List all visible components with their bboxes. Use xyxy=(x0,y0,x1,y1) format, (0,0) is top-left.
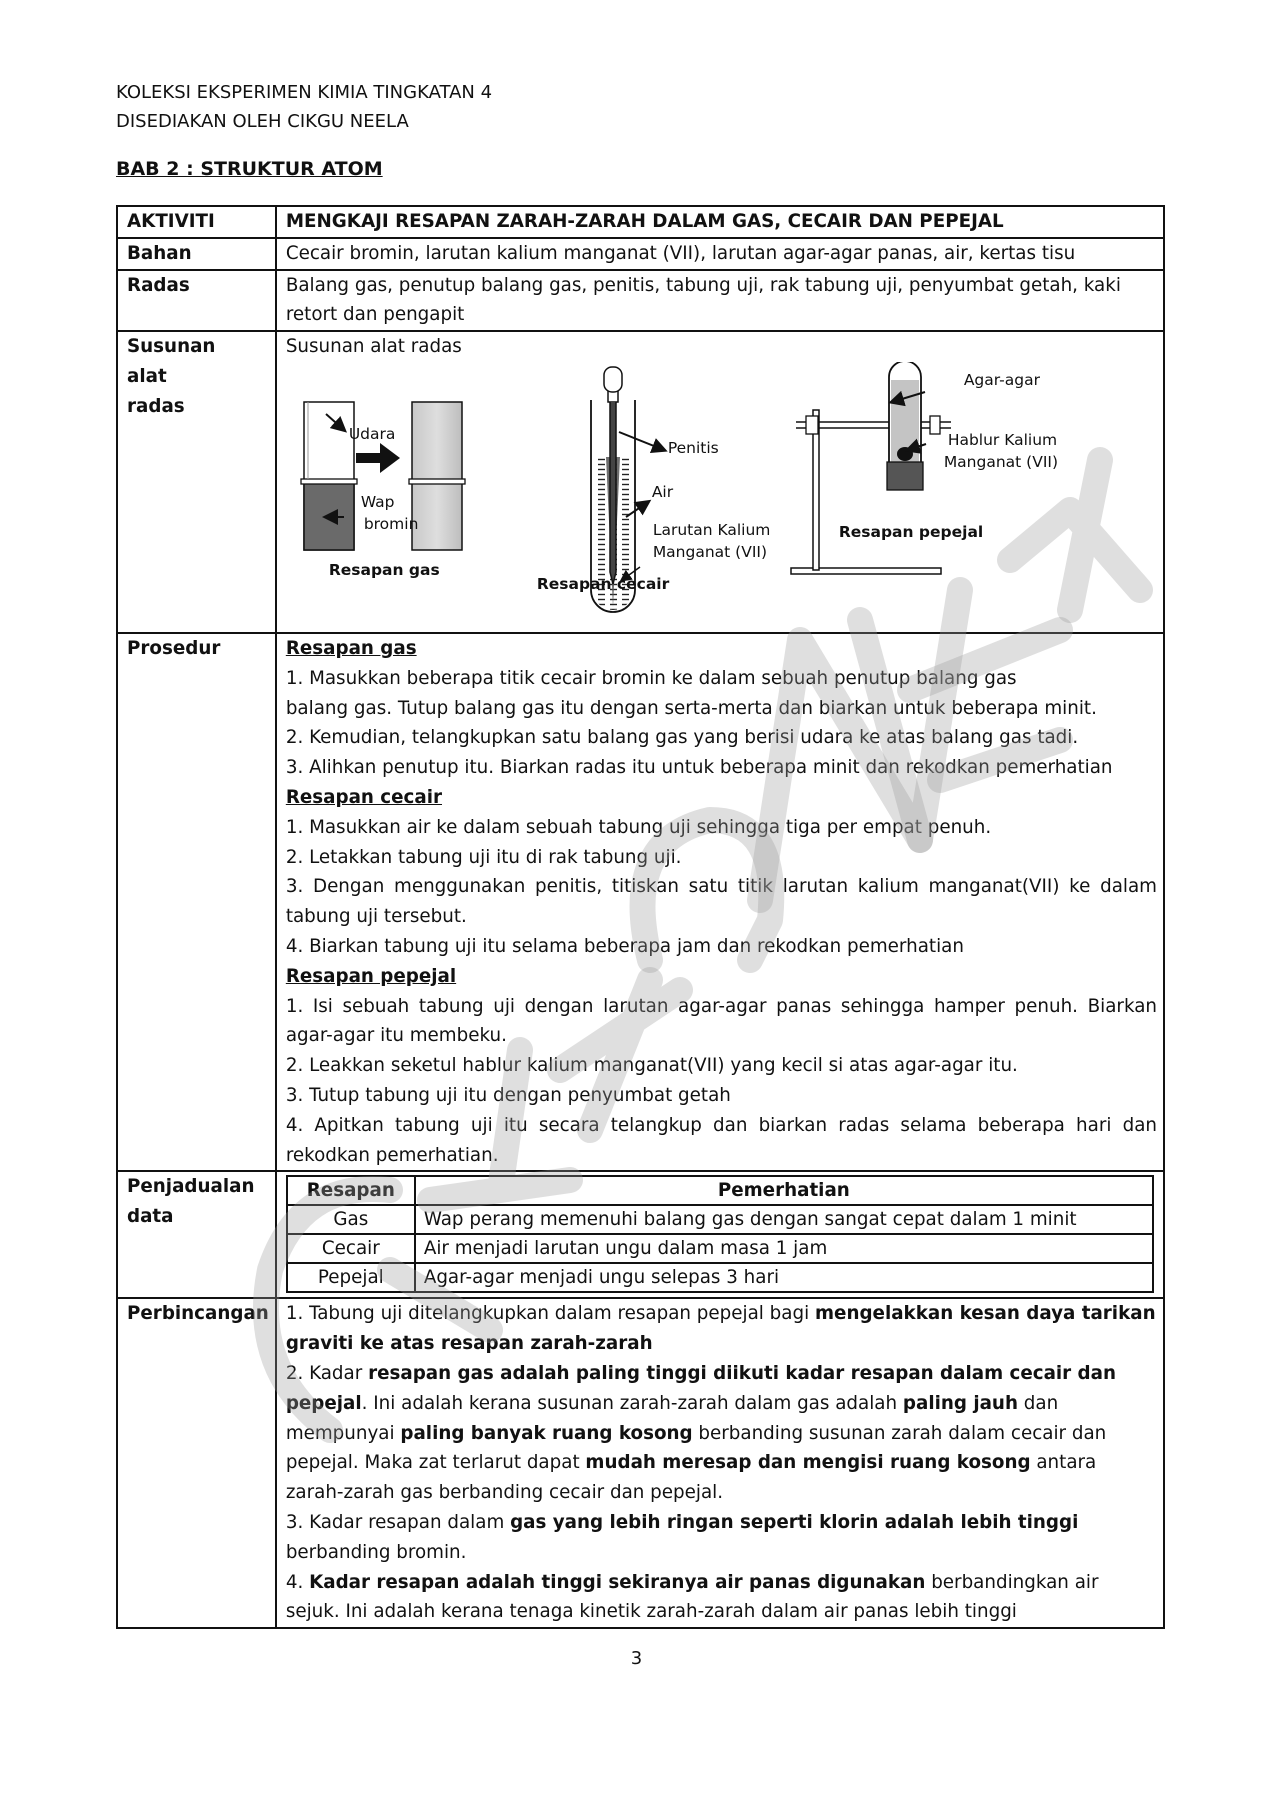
row-perbincangan xyxy=(117,1298,1164,1628)
discussion-emphasis: gas yang lebih ringan seperti klorin adalah lebih tinggi xyxy=(510,1511,1079,1533)
row-bahan xyxy=(117,238,1164,270)
procedure-pepejal-step: 2. Leakkan seketul hablur kalium manganat(VII) yang kecil si atas agar-agar itu. xyxy=(285,1055,1018,1077)
discussion-text: 1. Tabung uji ditelangkupkan dalam resapan pepejal bagi xyxy=(285,1303,815,1325)
value-aktiviti: MENGKAJI RESAPAN ZARAH-ZARAH DALAM GAS, CECAIR DAN PEPEJAL xyxy=(276,206,1164,238)
label-bromin: bromin xyxy=(363,514,419,533)
procedure-cecair-step: 2. Letakkan tabung uji itu di rak tabung uji. xyxy=(285,846,682,868)
label-penjadualan-2: data xyxy=(127,1206,174,1228)
cell-pemerhatian: Agar-agar menjadi ungu selepas 3 hari xyxy=(415,1263,1153,1292)
observation-header-row xyxy=(287,1176,1153,1205)
discussion-text: antara zarah-zarah gas berbanding cecair dan pepejal. xyxy=(285,1452,1097,1504)
procedure-pepejal-step: 4. Apitkan tabung uji itu secara telangkup dan biarkan radas selama beberapa hari dan rekodkan pemerhatian. xyxy=(285,1114,1157,1166)
label-penjadualan xyxy=(117,1171,276,1298)
discussion-emphasis: paling banyak ruang kosong xyxy=(400,1422,693,1444)
discussion-emphasis: paling jauh xyxy=(902,1392,1018,1414)
label-udara: Udara xyxy=(348,424,396,443)
observation-table xyxy=(286,1175,1154,1293)
data-table-cell xyxy=(276,1171,1164,1298)
procedure-gas-title: Resapan gas xyxy=(285,637,417,659)
discussion-emphasis: mengelakkan kesan daya tarikan graviti ke atas resapan zarah-zarah xyxy=(285,1303,1156,1355)
procedure-cell xyxy=(276,633,1164,1171)
label-radas: Radas xyxy=(117,270,276,332)
cell-resapan: Pepejal xyxy=(287,1263,415,1292)
discussion-text: 4. xyxy=(285,1571,310,1593)
table-row xyxy=(287,1205,1153,1234)
discussion-point-3 xyxy=(286,1508,1157,1568)
discussion-text: 2. Kadar xyxy=(285,1362,369,1384)
apparatus-title: Susunan alat radas xyxy=(285,336,462,358)
cell-resapan: Cecair xyxy=(287,1234,415,1263)
chapter-title: BAB 2 : STRUKTUR ATOM xyxy=(116,158,383,180)
discussion-text: berbanding bromin. xyxy=(285,1541,467,1563)
label-penjadualan-1: Penjadualan xyxy=(127,1176,255,1198)
caption-resapan-gas: Resapan gas xyxy=(328,560,440,579)
label-air: Air xyxy=(651,482,674,501)
column-header-pemerhatian: Pemerhatian xyxy=(415,1176,1153,1205)
apparatus-drawing xyxy=(286,362,1186,632)
label-bahan: Bahan xyxy=(117,238,276,270)
right-arrow-icon xyxy=(356,443,400,473)
procedure-pepejal-title: Resapan pepejal xyxy=(285,965,457,987)
caption-resapan-cecair: Resapan cecair xyxy=(536,574,670,593)
label-aktiviti: AKTIVITI xyxy=(117,206,276,238)
procedure-cecair-title: Resapan cecair xyxy=(285,786,442,808)
procedure-cecair-step: 4. Biarkan tabung uji itu selama beberapa jam dan rekodkan pemerhatian xyxy=(285,935,964,957)
label-prosedur: Prosedur xyxy=(117,633,276,1171)
procedure-pepejal-step: 3. Tutup tabung uji itu dengan penyumbat getah xyxy=(285,1084,731,1106)
label-larutan-2: Manganat (VII) xyxy=(652,542,768,561)
page-number: 3 xyxy=(630,1648,643,1669)
discussion-emphasis: resapan gas adalah paling tinggi diikuti kadar resapan dalam cecair dan pepejal xyxy=(285,1362,1116,1414)
discussion-point-1 xyxy=(286,1299,1157,1359)
label-hablur-1: Hablur Kalium xyxy=(947,430,1058,449)
procedure-cecair-step: 1. Masukkan air ke dalam sebuah tabung uji sehingga tiga per empat penuh. xyxy=(285,816,992,838)
cell-pemerhatian: Air menjadi larutan ungu dalam masa 1 jam xyxy=(415,1234,1153,1263)
column-header-resapan: Resapan xyxy=(287,1176,415,1205)
label-agar-agar: Agar-agar xyxy=(963,370,1040,389)
label-susunan xyxy=(117,331,276,633)
experiment-table xyxy=(116,205,1165,1629)
row-aktiviti xyxy=(117,206,1164,238)
procedure-pepejal-step: 1. Isi sebuah tabung uji dengan larutan agar-agar panas sehingga hamper penuh. Biarkan agar-agar itu membeku. xyxy=(285,995,1157,1047)
discussion-text: 3. Kadar resapan dalam xyxy=(285,1511,511,1533)
apparatus-diagram xyxy=(286,362,1157,632)
table-row xyxy=(287,1234,1153,1263)
cell-resapan: Gas xyxy=(287,1205,415,1234)
discussion-text: dan mempunyai xyxy=(285,1392,1059,1444)
label-penitis: Penitis xyxy=(667,438,719,457)
row-prosedur xyxy=(117,633,1164,1171)
label-wap: Wap xyxy=(360,492,395,511)
procedure-gas-step: 3. Alihkan penutup itu. Biarkan radas itu untuk beberapa minit dan rekodkan pemerhatian xyxy=(285,757,1113,779)
label-larutan-1: Larutan Kalium xyxy=(652,520,771,539)
header-line-1: KOLEKSI EKSPERIMEN KIMIA TINGKATAN 4 xyxy=(116,82,493,103)
label-perbincangan: Perbincangan xyxy=(117,1298,276,1628)
value-radas: Balang gas, penutup balang gas, penitis, tabung uji, rak tabung uji, penyumbat getah, kaki retort dan pengapit xyxy=(276,270,1164,332)
caption-resapan-pepejal: Resapan pepejal xyxy=(838,522,984,541)
discussion-cell xyxy=(276,1298,1164,1628)
discussion-text: berbandingkan air sejuk. Ini adalah kerana tenaga kinetik zarah-zarah dalam air panas lebih tinggi xyxy=(285,1571,1099,1623)
discussion-emphasis: mudah meresap dan mengisi ruang kosong xyxy=(585,1452,1031,1474)
header-line-2: DISEDIAKAN OLEH CIKGU NEELA xyxy=(116,111,409,132)
label-susunan-1: Susunan xyxy=(127,336,216,358)
cell-pemerhatian: Wap perang memenuhi balang gas dengan sangat cepat dalam 1 minit xyxy=(415,1205,1153,1234)
label-hablur-2: Manganat (VII) xyxy=(943,452,1059,471)
procedure-cecair-step: 3. Dengan menggunakan penitis, titiskan satu titik larutan kalium manganat(VII) ke dalam tabung uji tersebut. xyxy=(285,876,1157,928)
discussion-emphasis: Kadar resapan adalah tinggi sekiranya air panas digunakan xyxy=(309,1571,926,1593)
row-susunan xyxy=(117,331,1164,633)
discussion-point-2 xyxy=(286,1359,1157,1508)
procedure-gas-step: 2. Kemudian, telangkupkan satu balang gas yang berisi udara ke atas balang gas tadi. xyxy=(285,727,1079,749)
label-susunan-3: radas xyxy=(127,395,185,417)
table-row xyxy=(287,1263,1153,1292)
document-header xyxy=(116,78,492,136)
row-penjadualan xyxy=(117,1171,1164,1298)
discussion-text: . Ini adalah kerana susunan zarah-zarah dalam gas adalah xyxy=(361,1392,903,1414)
value-bahan: Cecair bromin, larutan kalium manganat (VII), larutan agar-agar panas, air, kertas tisu xyxy=(276,238,1164,270)
discussion-text: berbanding susunan zarah dalam cecair dan pepejal. Maka zat terlarut dapat xyxy=(285,1422,1107,1474)
label-susunan-2: alat xyxy=(127,365,167,387)
row-radas xyxy=(117,270,1164,332)
discussion-point-4 xyxy=(286,1568,1157,1628)
apparatus-setup-cell xyxy=(276,331,1164,633)
procedure-gas-step: 1. Masukkan beberapa titik cecair bromin ke dalam sebuah penutup balang gas xyxy=(285,667,1017,689)
procedure-gas-step: balang gas. Tutup balang gas itu dengan serta-merta dan biarkan untuk beberapa minit. xyxy=(285,697,1097,719)
